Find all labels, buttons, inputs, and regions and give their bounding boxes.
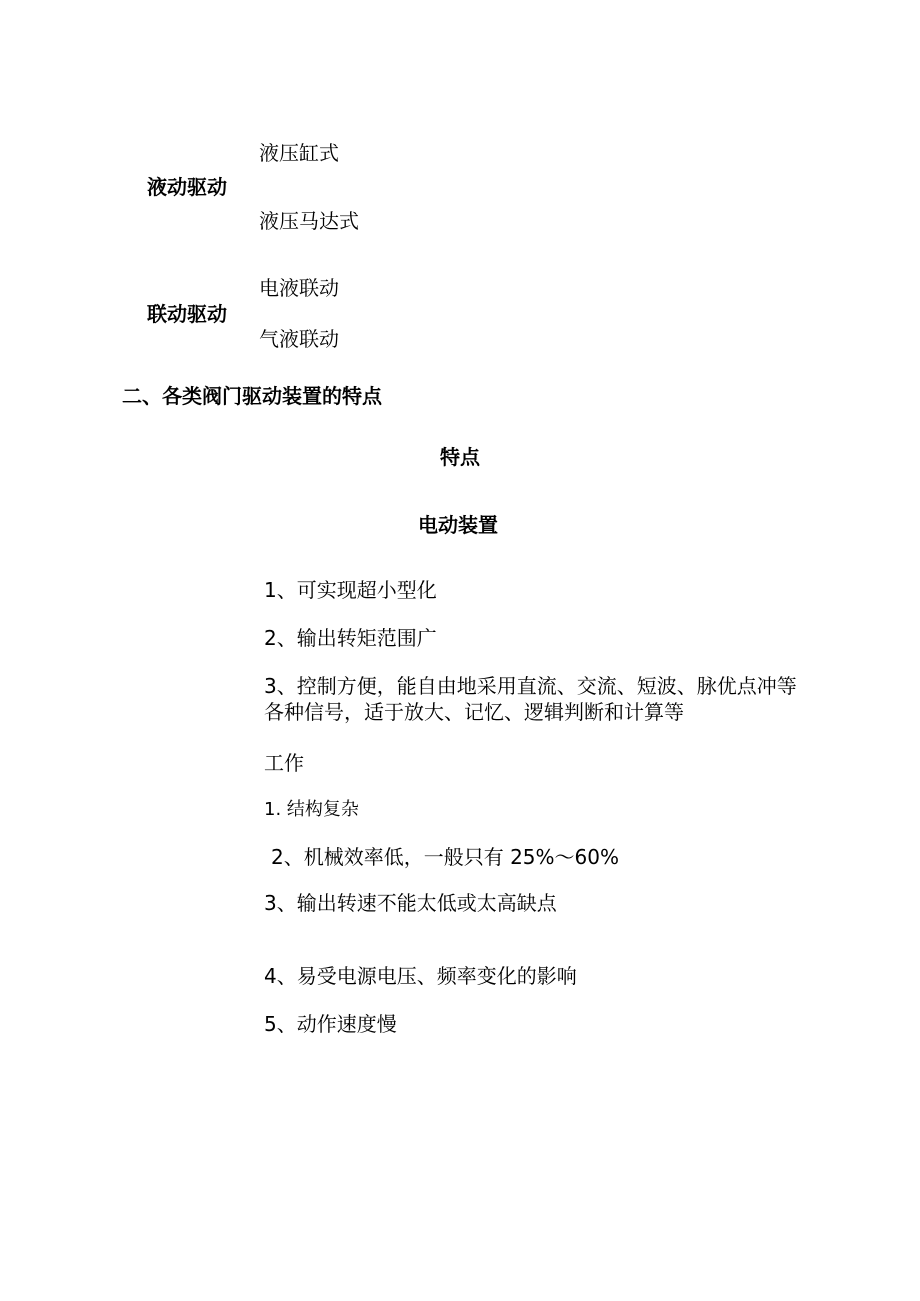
- drive-item-pneumo-hydraulic: 气液联动: [259, 327, 339, 351]
- disadvantage-item: 1. 结构复杂: [264, 799, 359, 820]
- drive-item-electro-hydraulic: 电液联动: [259, 276, 339, 300]
- disadvantage-item: 2、机械效率低，一般只有 25%～60%: [271, 845, 619, 869]
- device-name-electric: 电动装置: [418, 513, 498, 537]
- drive-item-hydraulic-motor: 液压马达式: [259, 209, 359, 233]
- work-label: 工作: [264, 751, 304, 775]
- disadvantage-item: 3、输出转速不能太低或太高缺点: [264, 891, 557, 915]
- section-heading: 二、各类阀门驱动装置的特点: [122, 384, 382, 408]
- column-header-features: 特点: [440, 445, 480, 469]
- disadvantage-item: 5、动作速度慢: [264, 1012, 397, 1036]
- drive-category-hydraulic: 液动驱动: [147, 175, 227, 199]
- advantage-item: 3、控制方便，能自由地采用直流、交流、短波、脉优点冲等各种信号，适于放大、记忆、逻辑判断和计算等: [264, 674, 797, 724]
- drive-category-linkage: 联动驱动: [147, 302, 227, 326]
- drive-item-hydraulic-cylinder: 液压缸式: [259, 141, 339, 165]
- advantage-item: 2、输出转矩范围广: [264, 626, 437, 650]
- disadvantage-item: 4、易受电源电压、频率变化的影响: [264, 964, 577, 988]
- advantage-item: 1、可实现超小型化: [264, 578, 437, 602]
